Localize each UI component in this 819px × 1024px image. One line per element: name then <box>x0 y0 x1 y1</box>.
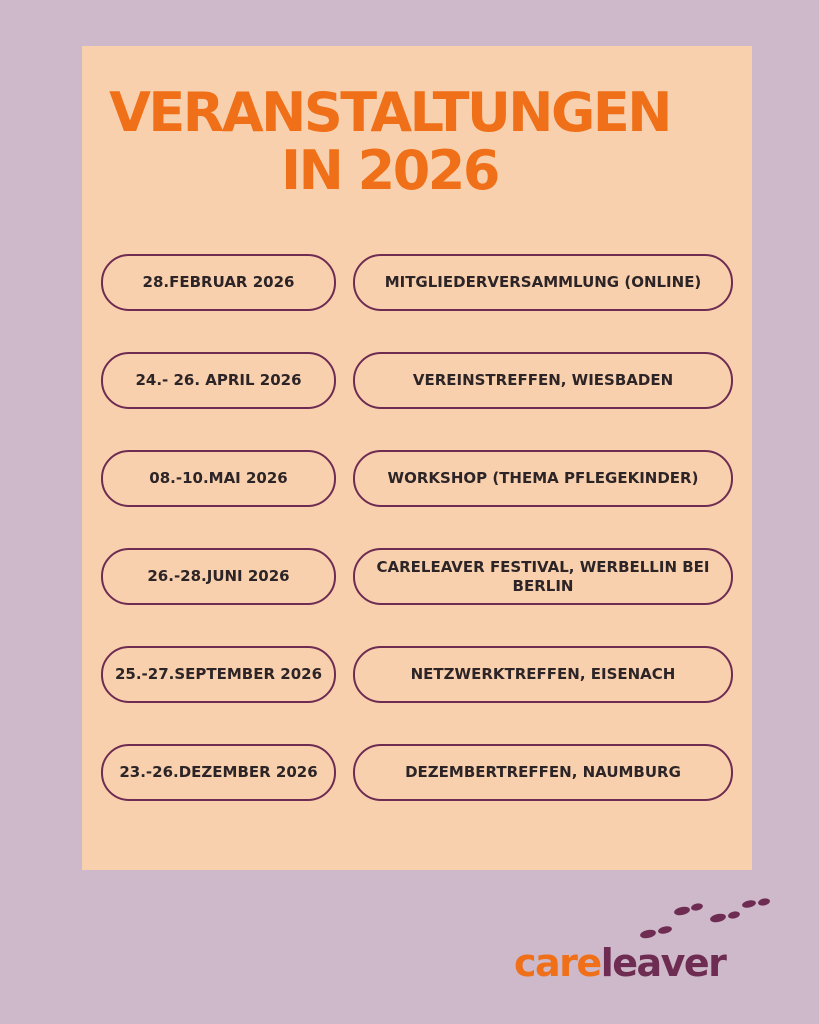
event-name-2: VEREINSTREFFEN, WIESBADEN <box>353 352 733 409</box>
event-name-3: WORKSHOP (THEMA PFLEGEKINDER) <box>353 450 733 507</box>
event-date-4: 26.-28.JUNI 2026 <box>101 548 336 605</box>
footprints-icon <box>512 896 772 946</box>
event-name-4: CARELEAVER FESTIVAL, WERBELLIN BEI BERLIN <box>353 548 733 605</box>
careleaver-logo <box>512 896 772 996</box>
logo-wordmark-leaver: leaver <box>600 941 726 985</box>
event-name-1: MITGLIEDERVERSAMMLUNG (ONLINE) <box>353 254 733 311</box>
event-date-5: 25.-27.SEPTEMBER 2026 <box>101 646 336 703</box>
page-title-line-2: IN 2026 <box>281 139 498 202</box>
logo-wordmark-care: care <box>514 941 601 985</box>
page-title-line-1: VERANSTALTUNGEN <box>109 81 670 144</box>
page-title <box>0 81 819 202</box>
logo-wordmark <box>514 940 725 986</box>
event-date-2: 24.- 26. APRIL 2026 <box>101 352 336 409</box>
event-date-3: 08.-10.MAI 2026 <box>101 450 336 507</box>
event-date-6: 23.-26.DEZEMBER 2026 <box>101 744 336 801</box>
event-date-1: 28.FEBRUAR 2026 <box>101 254 336 311</box>
event-name-5: NETZWERKTREFFEN, EISENACH <box>353 646 733 703</box>
event-name-6: DEZEMBERTREFFEN, NAUMBURG <box>353 744 733 801</box>
